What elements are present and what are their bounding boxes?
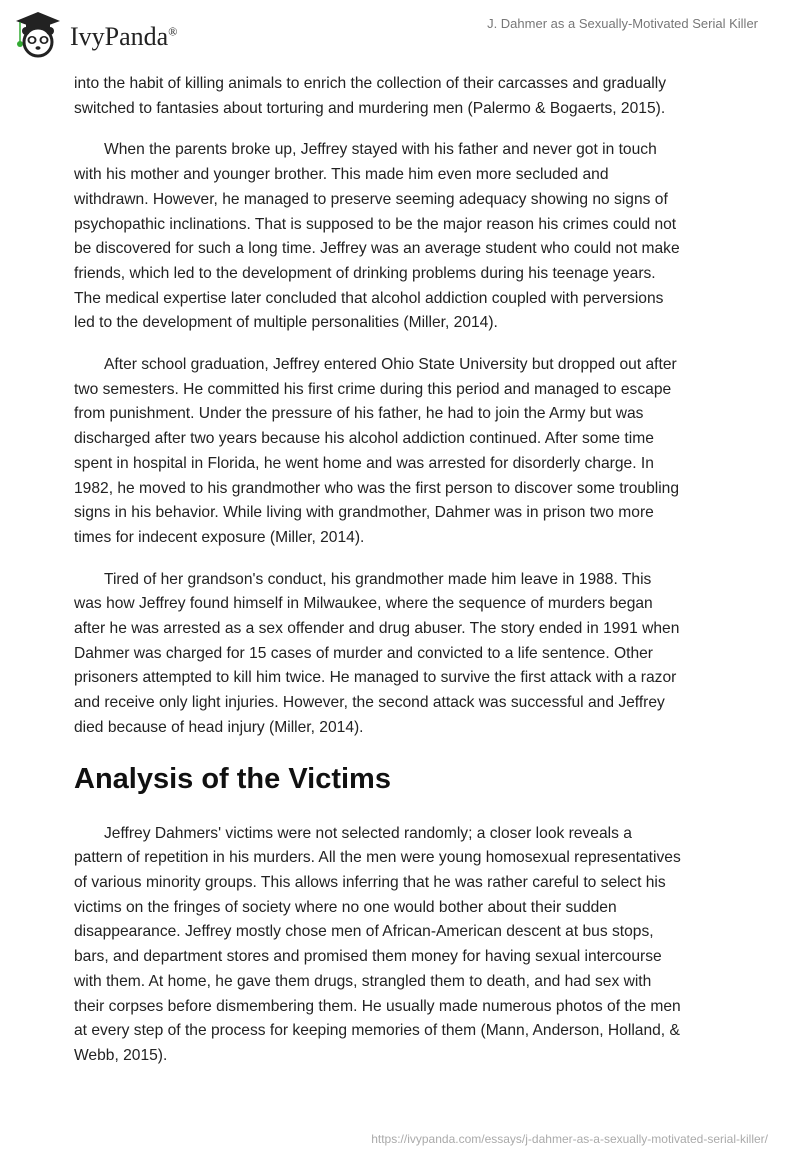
essay-body bbox=[74, 72, 734, 1086]
paragraph-line: bars, and department stores and promised them money for having sexual intercourse bbox=[74, 948, 662, 966]
paragraph-line: When the parents broke up, Jeffrey stayed with his father and never got in touch bbox=[104, 141, 657, 159]
paragraph-line: their corpses before dismembering them. He usually made numerous photos of the men bbox=[74, 997, 681, 1015]
paragraph-line: led to the development of multiple personalities (Miller, 2014). bbox=[74, 314, 498, 332]
paragraph-line: with them. At home, he gave them drugs, strangled them to death, and had sex with bbox=[74, 972, 652, 990]
paragraph-line: into the habit of killing animals to enrich the collection of their carcasses and gradually bbox=[74, 75, 667, 92]
paragraph-line: The medical expertise later concluded that alcohol addiction coupled with perversions bbox=[74, 289, 664, 307]
paragraph-line: Tired of her grandson's conduct, his grandmother made him leave in 1988. This bbox=[104, 570, 652, 588]
paragraph-line: of various minority groups. This allows inferring that he was rather careful to select his bbox=[74, 873, 666, 891]
paragraph-line: Dahmer was charged for 15 cases of murder and convicted to a life sentence. Other bbox=[74, 644, 654, 662]
paragraph-line: be discovered for such a long time. Jeffrey was an average student who could not make bbox=[74, 240, 680, 258]
paragraph-line: disappearance. Jeffrey mostly chose men of African-American descent at bus stops, bbox=[74, 923, 654, 941]
paragraph-line: signs in his behavior. While living with grandmother, Dahmer was in prison two more bbox=[74, 504, 654, 522]
logo-text: IvyPanda® bbox=[70, 22, 178, 51]
panda-graduate-icon bbox=[12, 8, 64, 60]
paragraph-line: pattern of repetition in his murders. All the men were young homosexual representatives bbox=[74, 849, 681, 867]
paragraph-line: psychopathic inclinations. That is supposed to be the major reason his crimes could not bbox=[74, 215, 677, 233]
paragraph-line: after he was arrested as a sex offender and drug abuser. The story ended in 1991 when bbox=[74, 620, 680, 638]
paragraph-line: at every step of the process for keeping memories of them (Mann, Anderson, Holland, & bbox=[74, 1022, 680, 1040]
paragraph bbox=[74, 353, 734, 551]
source-url-link[interactable]: https://ivypanda.com/essays/j-dahmer-as-a-sexually-motivated-serial-killer/ bbox=[371, 1132, 768, 1146]
paragraph-line: After school graduation, Jeffrey entered Ohio State University but dropped out after bbox=[104, 356, 677, 374]
paragraph-line: 1982, he moved to his grandmother who was the first person to discover some troubling bbox=[74, 479, 680, 497]
paragraph bbox=[74, 822, 734, 1069]
paragraph-line: died because of head injury (Miller, 2014). bbox=[74, 718, 364, 736]
paragraph-line: with his mother and younger brother. This made him even more secluded and bbox=[74, 166, 609, 184]
paragraph-line: Webb, 2015). bbox=[74, 1046, 168, 1064]
paragraph-line: withdrawn. However, he managed to preserve seeming adequacy showing no signs of bbox=[74, 190, 668, 208]
paragraph-line: times for indecent exposure (Miller, 2014). bbox=[74, 528, 365, 546]
section-heading: Analysis of the Victims bbox=[74, 762, 391, 795]
paragraph bbox=[74, 138, 734, 336]
paragraph-line: spent in hospital in Florida, he went home and was arrested for disorderly charge. In bbox=[74, 454, 654, 472]
document-title: J. Dahmer as a Sexually-Motivated Serial Killer bbox=[487, 16, 758, 31]
paragraph-line: was how Jeffrey found himself in Milwaukee, where the sequence of murders began bbox=[74, 595, 653, 613]
paragraph-line: prisoners attempted to kill him twice. He managed to survive the first attack with a razor bbox=[74, 669, 677, 687]
ivypanda-logo[interactable] bbox=[12, 8, 177, 60]
paragraph-line: friends, which led to the development of drinking problems during his teenage years. bbox=[74, 264, 656, 282]
paragraph-line: discharged after two years because his alcohol addiction continued. After some time bbox=[74, 430, 654, 448]
paragraph-line: Jeffrey Dahmers' victims were not selected randomly; a closer look reveals a bbox=[104, 824, 632, 842]
paragraph bbox=[74, 568, 734, 741]
paragraph-line: and receive only light injuries. However, the second attack was successful and Jeffrey bbox=[74, 694, 665, 712]
paragraph-line: victims on the fringes of society where no one would bother about their sudden bbox=[74, 898, 617, 916]
paragraph bbox=[74, 72, 734, 121]
paragraph-line: switched to fantasies about torturing and murdering men (Palermo & Bogaerts, 2015). bbox=[74, 99, 666, 117]
paragraph-line: from punishment. Under the pressure of his father, he had to join the Army but was bbox=[74, 405, 644, 423]
paragraph-line: two semesters. He committed his first crime during this period and managed to escape bbox=[74, 380, 672, 398]
